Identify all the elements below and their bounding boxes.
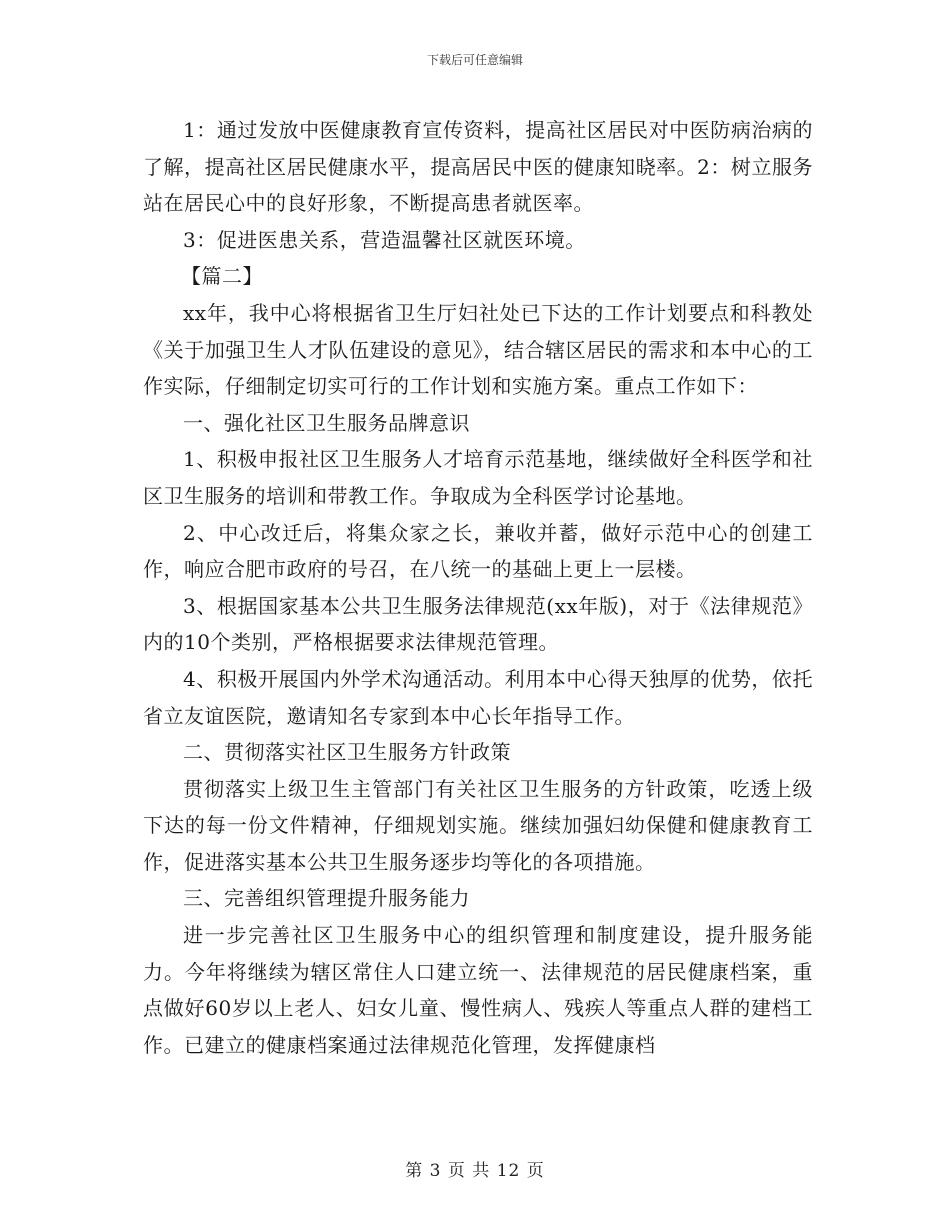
list-item-1: 1、积极申报社区卫生服务人才培育示范基地，继续做好全科医学和社区卫生服务的培训和带教工作。争取成为全科医学讨论基地。: [143, 447, 813, 508]
paragraph-goals-1-2: 1：通过发放中医健康教育宣传资料，提高社区居民对中医防病治病的了解，提高社区居民健康水平，提高居民中医的健康知晓率。2：树立服务站在居民心中的良好形象，不断提高患者就医率。: [143, 118, 813, 216]
list-item-4: 4、积极开展国内外学术沟通活动。利用本中心得天独厚的优势，依托省立友谊医院，邀请知名专家到本中心长年指导工作。: [143, 666, 813, 728]
page-header-note: 下载后可任意编辑: [426, 53, 523, 67]
heading-section-3: 三、完善组织管理提升服务能力: [183, 886, 470, 911]
page-number-footer: 第 3 页 共 12 页: [405, 1161, 545, 1181]
list-item-3: 3、根据国家基本公共卫生服务法律规范(xx年版)，对于《法律规范》内的10个类别，严格根据要求法律规范管理。: [143, 593, 813, 655]
paragraph-goal-3: 3：促进医患关系，营造温馨社区就医环境。: [183, 227, 586, 252]
section-tag-part-two: 【篇二】: [181, 264, 263, 289]
paragraph-section-2: 贯彻落实上级卫生主管部门有关社区卫生服务的方针政策，吃透上级下达的每一份文件精神，仔细规划实施。继续加强妇幼保健和健康教育工作，促进落实基本公共卫生服务逐步均等化的各项措施。: [143, 776, 813, 874]
paragraph-section-3: 进一步完善社区卫生服务中心的组织管理和制度建设，提升服务能力。今年将继续为辖区常住人口建立统一、法律规范的居民健康档案，重点做好60岁以上老人、妇女儿童、慢性病人、残疾人等重点人群的建档工作。已建立的健康档案通过法律规范化管理，发挥健康档: [143, 923, 813, 1057]
paragraph-intro: xx年，我中心将根据省卫生厅妇社处已下达的工作计划要点和科教处《关于加强卫生人才队伍建设的意见》，结合辖区居民的需求和本中心的工作实际，仔细制定切实可行的工作计划和实施方案。重点工作如下：: [143, 300, 813, 399]
list-item-2: 2、中心改迁后，将集众家之长，兼收并蓄，做好示范中心的创建工作，响应合肥市政府的号召，在八统一的基础上更上一层楼。: [143, 520, 813, 582]
document-body: [143, 112, 813, 1063]
heading-section-1: 一、强化社区卫生服务品牌意识: [183, 410, 470, 435]
heading-section-2: 二、贯彻落实社区卫生服务方针政策: [183, 740, 511, 765]
